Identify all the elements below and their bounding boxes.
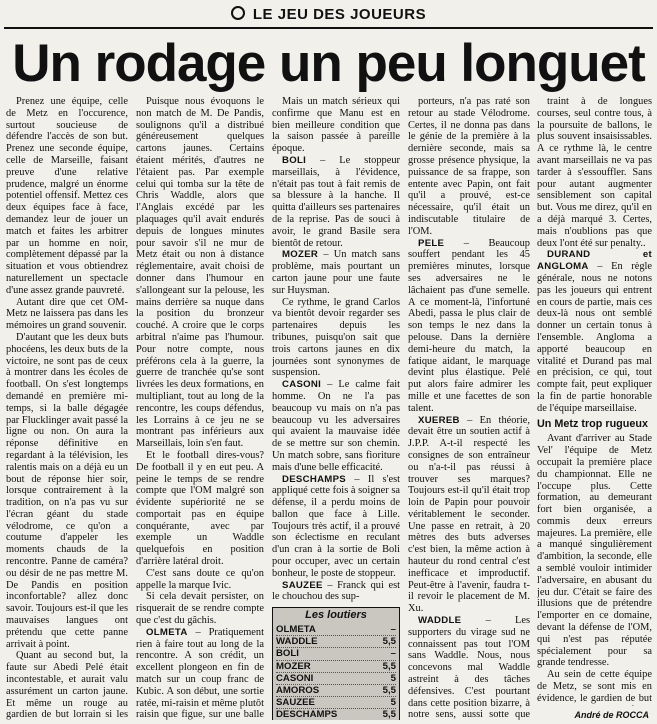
player-text: Ce rythme, le grand Carlos va bientôt devoir regarder ses partenaires depuis les tribunes, puisqu'on sait que trois cartons jaunes en dix journées sont synonymes de suspension.	[272, 296, 400, 379]
column-2	[136, 96, 264, 720]
paragraph: Avant d'arriver au Stade Vel' l'équipe de Metz occupait la première place du championnat. Elle ne l'occupe plus. Cette formation, au demeurant fort bien organisée, a commis deux erreurs majeures. La première, elle a manqué singulièrement d'ambition, la seconde, elle a semblé vouloir intimider l'adversaire, en abusant du jeu dur. C'était se faire des illusions que de prétendre l'emporter en ce domaine, devant la défense de l'OM, qui n'est pas réputée spécialement pour sa grande tendresse.	[537, 433, 652, 669]
ratings-player: BOLI	[276, 648, 299, 660]
subheading: Un Metz trop rugueux	[537, 417, 648, 430]
column-4	[408, 96, 530, 720]
ratings-score: 5,5	[382, 660, 396, 672]
ratings-player: SAUZEE	[276, 697, 315, 709]
ratings-score: 5	[390, 672, 396, 684]
ratings-row	[276, 697, 396, 709]
paragraph: C'est sans doute ce qu'on appelle la marque Ivic.	[136, 567, 264, 591]
player-note: BOLI – Le stoppeur marseillais, à l'évidence, n'était pas tout à fait remis de sa blessure à la hanche. Il quitta d'ailleurs ses partenaires de la reprise. Pas de souci à avoir, le grand Basile sera bientôt de retour.	[272, 154, 400, 249]
player-name: SAUZEE	[282, 579, 323, 591]
paragraph: Mais un match sérieux qui confirme que Manu est en bien meilleure condition que la saison passée à pareille époque.	[272, 96, 400, 155]
ratings-box	[272, 607, 400, 720]
player-text: En théorie, devait être un soutien actif à J.P.P. A-t-il respecté les consignes de son entraîneur ou n'a-t-il pas réussi à trouver ses marques? Toujours est-il qu'il était trop loin de Papin pour pouvoir véritablement le seconder. Une passe en retrait, à 20 mètres des buts adverses c'est bien, la même action à hauteur du rond central c'est inefficace et improductif. Peut-être à l'avenir, faudra t-il revoir le placement de M. Xu.	[408, 414, 530, 615]
player-name: DURAND et ANGLOMA	[537, 249, 652, 273]
paragraph: Au sein de cette équipe de Metz, se sont mis en évidence, le gardien de but	[537, 669, 652, 704]
player-name: WADDLE	[418, 615, 462, 627]
column-1	[6, 96, 128, 720]
ratings-score: 5,5	[382, 636, 396, 648]
player-text: Le calme fait homme. On ne l'a pas beaucoup vu mais on n'a pas beaucoup vu les adversaires qui avaient la mauvaise idée de se mettre sur son chemin. Un match sobre, sans fioriture mais d'une belle efficacité.	[272, 379, 400, 473]
player-name: MOZER	[282, 249, 319, 261]
paragraph: Puisque nous évoquons le non match de M. De Pandis, soulignons qu'il a distribué généreusement quelques cartons jaunes. Certains étaient mérités, d'autres ne l'étaient pas. Par exemple celui qui tomba sur la tête de Chris Waddle, alors que l'Anglais excédé par les plaquages qu'il avait endurés depuis de longues minutes pour savoir s'il ne mur de Metz était ou non à distance réglementaire, avait choisi de donner dans l'humour en s'allongeant sur la pelouse, les mains derrière sa nuque dans la position du bronzeur couché. A croire que le corps arbitral n'aime pas l'humour. Pour notre compte, nous préférons cela à la guerre, la guerre de tranchée qu'se sont livrées les deux formations, en multipliant, tout au long de la rencontre, les coups défendus, les Lorrains à ce jeu ne se montrant pas inférieurs aux Marseillais, loin s'en faut.	[136, 96, 264, 450]
player-name: CASONI	[282, 379, 322, 391]
ratings-player: DESCHAMPS	[276, 709, 338, 720]
player-note: CASONI – Le calme fait homme. On ne l'a pas beaucoup vu mais on n'a pas beaucoup vu les adversaires qui avaient la mauvaise idée de se mettre sur son chemin. Un match sobre, sans fioriture mais d'une belle efficacité.	[272, 379, 400, 473]
column-5	[537, 96, 652, 706]
column-3	[272, 96, 400, 720]
player-note	[272, 297, 400, 380]
ratings-row	[276, 624, 396, 636]
player-note: OLMETA – Pratiquement rien à faire tout au long de la rencontre. A son crédit, un excellent plongeon en fin de match sur un coup franc de Kubic. A son début, une sortie ratée, mi-raisin et même plutôt raisin que figue, sur une balle	[136, 627, 264, 720]
player-text: Il s'est appliqué cette fois à soigner sa défense, il a perdu moins de ballon que face à Lille. Toujours très actif, il a prouvé son éclectisme en reculant d'un cran à la sortie de Boli pour occuper, avec un certain bonheur, le poste de stoppeur.	[272, 473, 400, 579]
paragraph: D'autant que les deux buts phocéens, les deux buts de la victoire, ne sont pas de ceux à montrer dans les écoles de football. On s'est longtemps demandé en première mi-temps, si la balle dégagée par Flucklinger avait passé la ligne ou non. On aura la réponse définitive en regardant à la télévision, les ralentis mais on a déjà eu un bout de réponse hier soir, lorsque contrairement à la tradition, on n'a pas vu sur l'écran géant du stade vélodrome, ce qu'on a coutume d'appeler les moments chauds de la rencontre. Panne de caméra? ou désir de ne pas mettre M. De Pandis en position inconfortable? allez donc savoir. Toujours est-il que les mauvaises langues ont prétendu que cette panne arrivait à point.	[6, 331, 128, 650]
paragraph: porteurs, n'a pas raté son retour au stade Vélodrome. Certes, il ne donna pas dans le génie de la première à la dernière seconde, mais sa grosse présence physique, la puissance de sa frappe, son entente avec Papin, ont fait qu'il a prouvé, est-ce nécessaire, qu'il était un indiscutable titulaire de l'OM.	[408, 96, 530, 237]
player-note: DESCHAMPS – Il s'est appliqué cette fois à soigner sa défense, il a perdu moins de ballon que face à Lille. Toujours très actif, il a prouvé son éclectisme en reculant d'un cran à la sortie de Boli pour occuper, avec un certain bonheur, le poste de stoppeur.	[272, 473, 400, 579]
player-note: PELE – Beaucoup souffert pendant les 45 premières minutes, lorsque ses adversaires ne le lâchaient pas d'une semelle. A ce moment-là, l'infortuné Abedi, passa le plus clair de son temps le nez dans la pelouse. Dans la dernière demi-heure du match, la fatique aidant, le marquage devint plus élastique. Pelé put alors faire admirer les mille et une facettes de son talent.	[408, 237, 530, 414]
ratings-row	[276, 685, 396, 697]
byline: André de ROCCA	[574, 710, 649, 720]
paragraph: Si cela devait persister, on risquerait de se rendre compte que c'est du gâchis.	[136, 591, 264, 627]
player-text: Un match sans problème, mais pourtant un carton jaune pour une faute sur Huysman.	[272, 249, 400, 296]
ratings-row	[276, 636, 396, 648]
circle-icon	[231, 6, 245, 20]
player-text: Le stoppeur marseillais, à l'évidence, n'était pas tout à fait remis de sa blessure à la hanche. Il quitta d'ailleurs ses partenaires de la reprise. Pas de souci à avoir, le grand Basile sera bientôt de retour.	[272, 154, 400, 249]
player-name: DESCHAMPS	[282, 473, 347, 485]
player-note: WADDLE – Les supporters du virage sud ne connaissent pas tout l'OM sans Waddle. Nous, nous concevons mal Waddle astreint à des tâches défensives. C'est pourtant dans cette position bizarre, à notre sens, aussi sotte que	[408, 615, 530, 720]
ratings-player: MOZER	[276, 660, 311, 672]
ratings-row	[276, 648, 396, 660]
ratings-score: –	[390, 624, 396, 636]
ratings-row	[276, 673, 396, 685]
ratings-score: 5	[390, 697, 396, 709]
top-rule	[4, 27, 653, 29]
player-name: PELE	[418, 237, 445, 249]
section-kicker	[0, 6, 657, 23]
ratings-player: CASONI	[276, 672, 314, 684]
ratings-score: 5,5	[382, 709, 396, 720]
ratings-score: 5,5	[382, 685, 396, 697]
player-text: En règle générale, nous ne notons pas les joueurs qui entrent en cours de partie, mais ces deux-là nous ont semblé donner un certain tonus à l'ensemble. Angloma a apporté beaucoup en vitalité et Durand pas mal en précision, ce qui, tout compte fait, peut expliquer la fin de partie honorable de l'équipe marseillaise.	[537, 261, 652, 414]
player-name: OLMETA	[146, 626, 188, 638]
paragraph: Prenez une équipe, celle de Metz en l'occurence, surtout soucieuse de défendre l'accès de son but. Prenez une seconde équipe, celle de Marseille, faisant preuve d'une relative prudence, malgré un énorme potentiel offensif. Mettez ces deux équipes face à face, demandez leur de jouer un match et faites les arbitrer par un homme en noir, complètement dépassé par la situation et vous obtiendrez naturellement un spectacle d'une assez grande pauvreté.	[6, 96, 128, 296]
headline: Un rodage un peu longuet	[12, 34, 645, 93]
ratings-row	[276, 661, 396, 673]
ratings-row	[276, 709, 396, 720]
player-text: Franck qui est le chouchou des sup-	[272, 579, 400, 603]
player-note: MOZER – Un match sans problème, mais pourtant un carton jaune pour une faute sur Huysman.	[272, 249, 400, 296]
player-name: XUEREB	[418, 414, 460, 426]
player-note: XUEREB – En théorie, devait être un soutien actif à J.P.P. A-t-il respecté les consignes de son entraîneur ou n'a-t-il pas réussi à trouver ses marques? Toujours est-il qu'il était trop loin de Papin pour pouvoir véritablement le seconder. Une passe en retrait, à 20 mètres des buts adverses c'est bien, la même action à hauteur du rond central c'est inefficace et improductif. Peut-être à l'avenir, faudra t-il revoir le placement de M. Xu.	[408, 414, 530, 615]
paragraph: traint à de longues courses, seul contre tous, à la poursuite de ballons, le plus souvent insaisissables. A ce rythme là, le centre avant marseillais ne va pas tarder à s'essouffler. Sans pour autant augmenter sensiblement son capital but. Vous me direz, qu'il en a déjà marqué 3. Certes, mais n'oublions pas que deux l'ont été sur penalty..	[537, 96, 652, 249]
player-text: Les supporters du virage sud ne connaissent pas tout l'OM sans Waddle. Nous, nous concevons mal Waddle astreint à des tâches défensives. C'est pourtant dans cette position bizarre, à notre sens, aussi sotte que	[408, 615, 530, 720]
player-text: Pratiquement rien à faire tout au long de la rencontre. A son crédit, un excellent plongeon en fin de match sur un coup franc de Kubic. A son début, une sortie ratée, mi-raisin et même plutôt raisin que figue, sur une balle	[136, 626, 264, 720]
player-name: BOLI	[282, 154, 307, 166]
ratings-player: OLMETA	[276, 624, 316, 636]
kicker-text: LE JEU DES JOUEURS	[252, 6, 427, 23]
ratings-player: AMOROS	[276, 685, 320, 697]
paragraph: Et le football dires-vous? De football il y en eut peu. A peine le temps de se rendre compte que l'OM malgré son évidente supériorité ne se comportait pas en équipe conquérante, avec par exemple un Waddle quelquefois en position d'arrière latéral droit.	[136, 449, 264, 568]
player-note: SAUZEE – Franck qui est le chouchou des sup-	[272, 579, 400, 603]
player-note: DURAND et ANGLOMA – En règle générale, nous ne notons pas les joueurs qui entrent en cours de partie, mais ces deux-là nous ont semblé donner un certain tonus à l'ensemble. Angloma a apporté beaucoup en vitalité et Durand pas mal en précision, ce qui, tout compte fait, peut expliquer la fin de partie honorable de l'équipe marseillaise.	[537, 249, 652, 414]
paragraph: Autant dire que cet OM-Metz ne laissera pas dans les mémoires un grand souvenir.	[6, 296, 128, 332]
player-text: Beaucoup souffert pendant les 45 premières minutes, lorsque ses adversaires ne le lâchaient pas d'une semelle. A ce moment-là, l'infortuné Abedi, passa le plus clair de son temps le nez dans la pelouse. Dans la dernière demi-heure du match, la fatique aidant, le marquage devint plus élastique. Pelé put alors faire admirer les mille et une facettes de son talent.	[408, 237, 530, 414]
paragraph: Quant au second but, la faute sur Abedi Pelé était incontestable, et aurait valu assurément un carton jaune. Et même un rouge au gardien de but lorrain si les	[6, 650, 128, 720]
ratings-title: Les loutiers	[305, 609, 367, 622]
ratings-player: WADDLE	[276, 636, 318, 648]
ratings-score: –	[390, 648, 396, 660]
